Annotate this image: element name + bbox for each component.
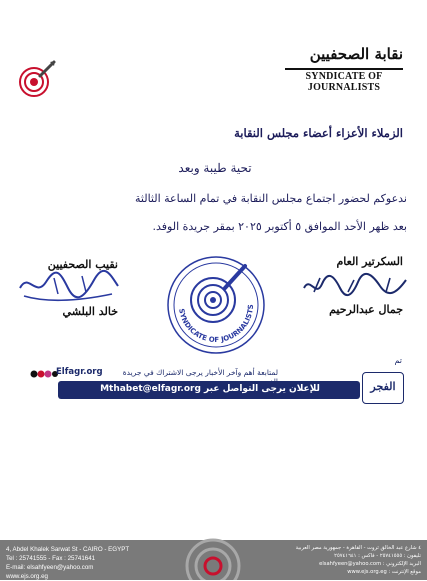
promo-advertise-banner <box>58 381 360 399</box>
seal-text: SYNDICATE OF JOURNALISTS <box>177 304 256 345</box>
letter-body-line-2: بعد ظهر الأحد الموافق ٥ أكتوبر ٢٠٢٥ بمقر جريدة الوفد. <box>152 220 407 233</box>
secretary-signature-icon <box>300 270 410 300</box>
elfagr-bullet: تم <box>394 356 402 365</box>
footer-web-ar[interactable]: موقع الإنترنت : www.ejs.org.eg <box>347 569 421 575</box>
org-name-english: SYNDICATE OF JOURNALISTS <box>305 71 383 93</box>
syndicate-seal-icon <box>161 250 271 360</box>
footer-address-en: 4, Abdel Khalek Sarwat St - CAIRO - EGYPT <box>6 546 130 553</box>
letter-salutation: الزملاء الأعزاء أعضاء مجلس النقابة <box>234 126 403 140</box>
footer-web-en[interactable]: www.ejs.org.eg <box>6 573 48 580</box>
letter-greeting: تحية طيبة وبعد <box>178 161 252 175</box>
secretary-general-name: جمال عبدالرحيم <box>329 303 403 316</box>
svg-text:SYNDICATE OF JOURNALISTS <box>177 304 255 344</box>
syndicate-head-name: خالد البلشي <box>62 305 118 318</box>
syndicate-head-signature-icon <box>14 268 124 304</box>
brand-divider <box>285 68 403 70</box>
social-icons <box>30 367 58 381</box>
footer-email-ar[interactable]: البريد الإلكتروني : elsahfyeen@yahoo.com <box>319 561 421 567</box>
syndicate-head-title: نقيب الصحفيين <box>47 258 118 271</box>
syndicate-logo-icon <box>14 58 58 102</box>
footer-phone-ar: تليفون : ٢٥٧٤١٥٥٥ - فاكس : ٢٥٧٤١٦٤١ <box>334 553 421 559</box>
promo-subscribe-text: لمتابعة أهم وآخر الأخبار يرجى الاشتراك في جريدة <box>122 368 278 377</box>
footer-watermark-icon <box>183 536 243 580</box>
elfagr-brand-mark: الفجر <box>362 372 404 404</box>
footer-contact-english <box>6 545 156 581</box>
promo-website-link[interactable]: Elfagr.org <box>56 367 103 377</box>
footer-phone-en: Tel : 25741555 - Fax : 25741641 <box>6 555 96 562</box>
footer-contact-arabic <box>291 544 421 576</box>
footer-address-ar: ٤ شارع عبد الخالق ثروت - القاهرة - جمهورية مصر العربية <box>295 545 421 551</box>
letter-body-line-1: ندعوكم لحضور اجتماع مجلس النقابة في تمام الساعة الثالثة <box>135 192 407 205</box>
promo-advertise-text: للإعلان يرجى التواصل عبر Mthabet@elfagr.org <box>100 384 320 394</box>
elfagr-logo <box>362 356 402 402</box>
secretary-general-title: السكرتير العام <box>336 255 403 268</box>
org-name-arabic: نقابة الصحفيين <box>309 45 403 63</box>
footer-email-en[interactable]: E-mail: elsahfyeen@yahoo.com <box>6 564 94 571</box>
